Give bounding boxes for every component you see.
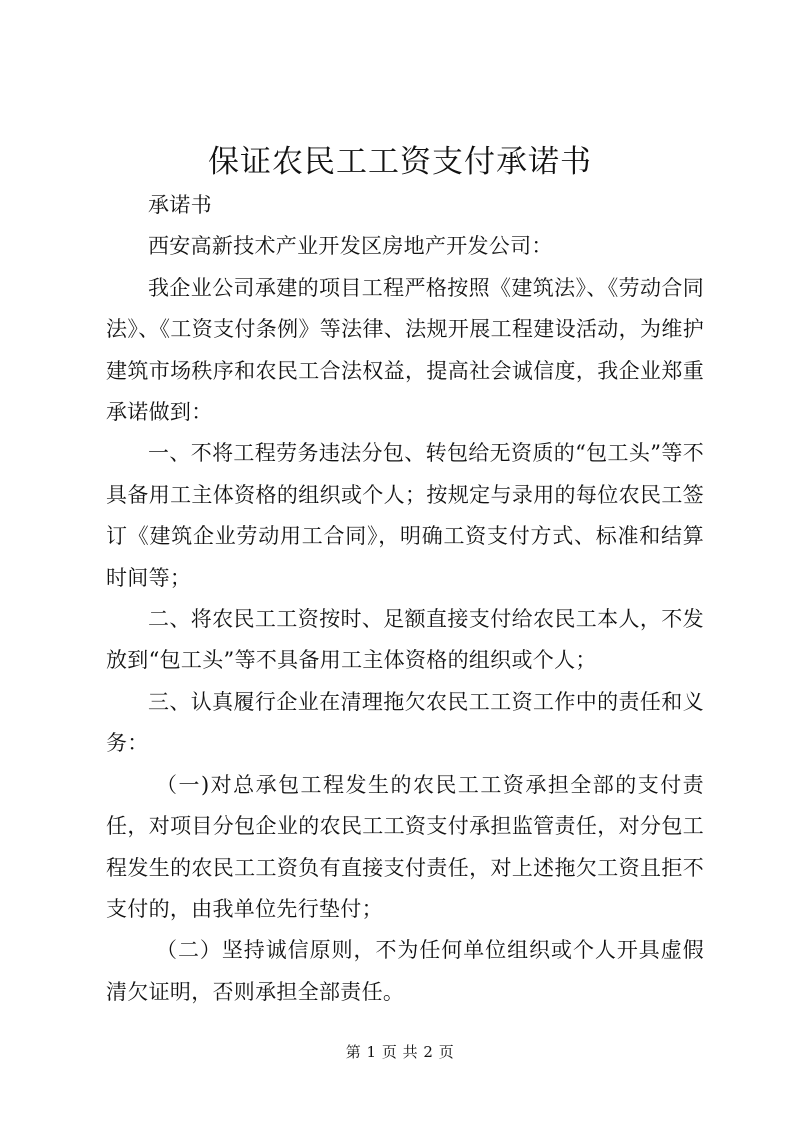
paragraph-subitem-1: （一)对总承包工程发生的农民工工资承担全部的支付责任，对项目分包企业的农民工工资支付承担监管责任，对分包工程发生的农民工工资负有直接支付责任，对上述拖欠工资且拒不支付的，由我单位先行垫付； — [106, 772, 704, 921]
paragraph-intro: 我企业公司承建的项目工程严格按照《建筑法》、《劳动合同法》、《工资支付条例》等法律、法规开展工程建设活动，为维护建筑市场秩序和农民工合法权益，提高社会诚信度，我企业郑重承诺做到： — [106, 275, 704, 425]
paragraph-addressee: 西安高新技术产业开发区房地产开发公司： — [148, 234, 553, 259]
paragraph-subitem-2: （二）坚持诚信原则，不为任何单位组织或个人开具虚假清欠证明，否则承担全部责任。 — [106, 938, 704, 1004]
paragraph-item-3: 三、认真履行企业在清理拖欠农民工工资工作中的责任和义务： — [106, 689, 704, 756]
paragraph-item-1: 一、不将工程劳务违法分包、转包给无资质的“包工头”等不具备用工主体资格的组织或个人；按规定与录用的每位农民工签订《建筑企业劳动用工合同》，明确工资支付方式、标准和结算时间等； — [106, 441, 704, 590]
document-body — [106, 185, 704, 1013]
page-footer: 第 1 页 共 2 页 — [345, 1043, 455, 1061]
paragraph-item-2: 二、将农民工工资按时、足额直接支付给农民工本人，不发放到“包工头”等不具备用工主体资格的组织或个人； — [106, 607, 704, 673]
document-title: 保证农民工工资支付承诺书 — [208, 144, 592, 180]
paragraph-heading: 承诺书 — [148, 193, 212, 217]
